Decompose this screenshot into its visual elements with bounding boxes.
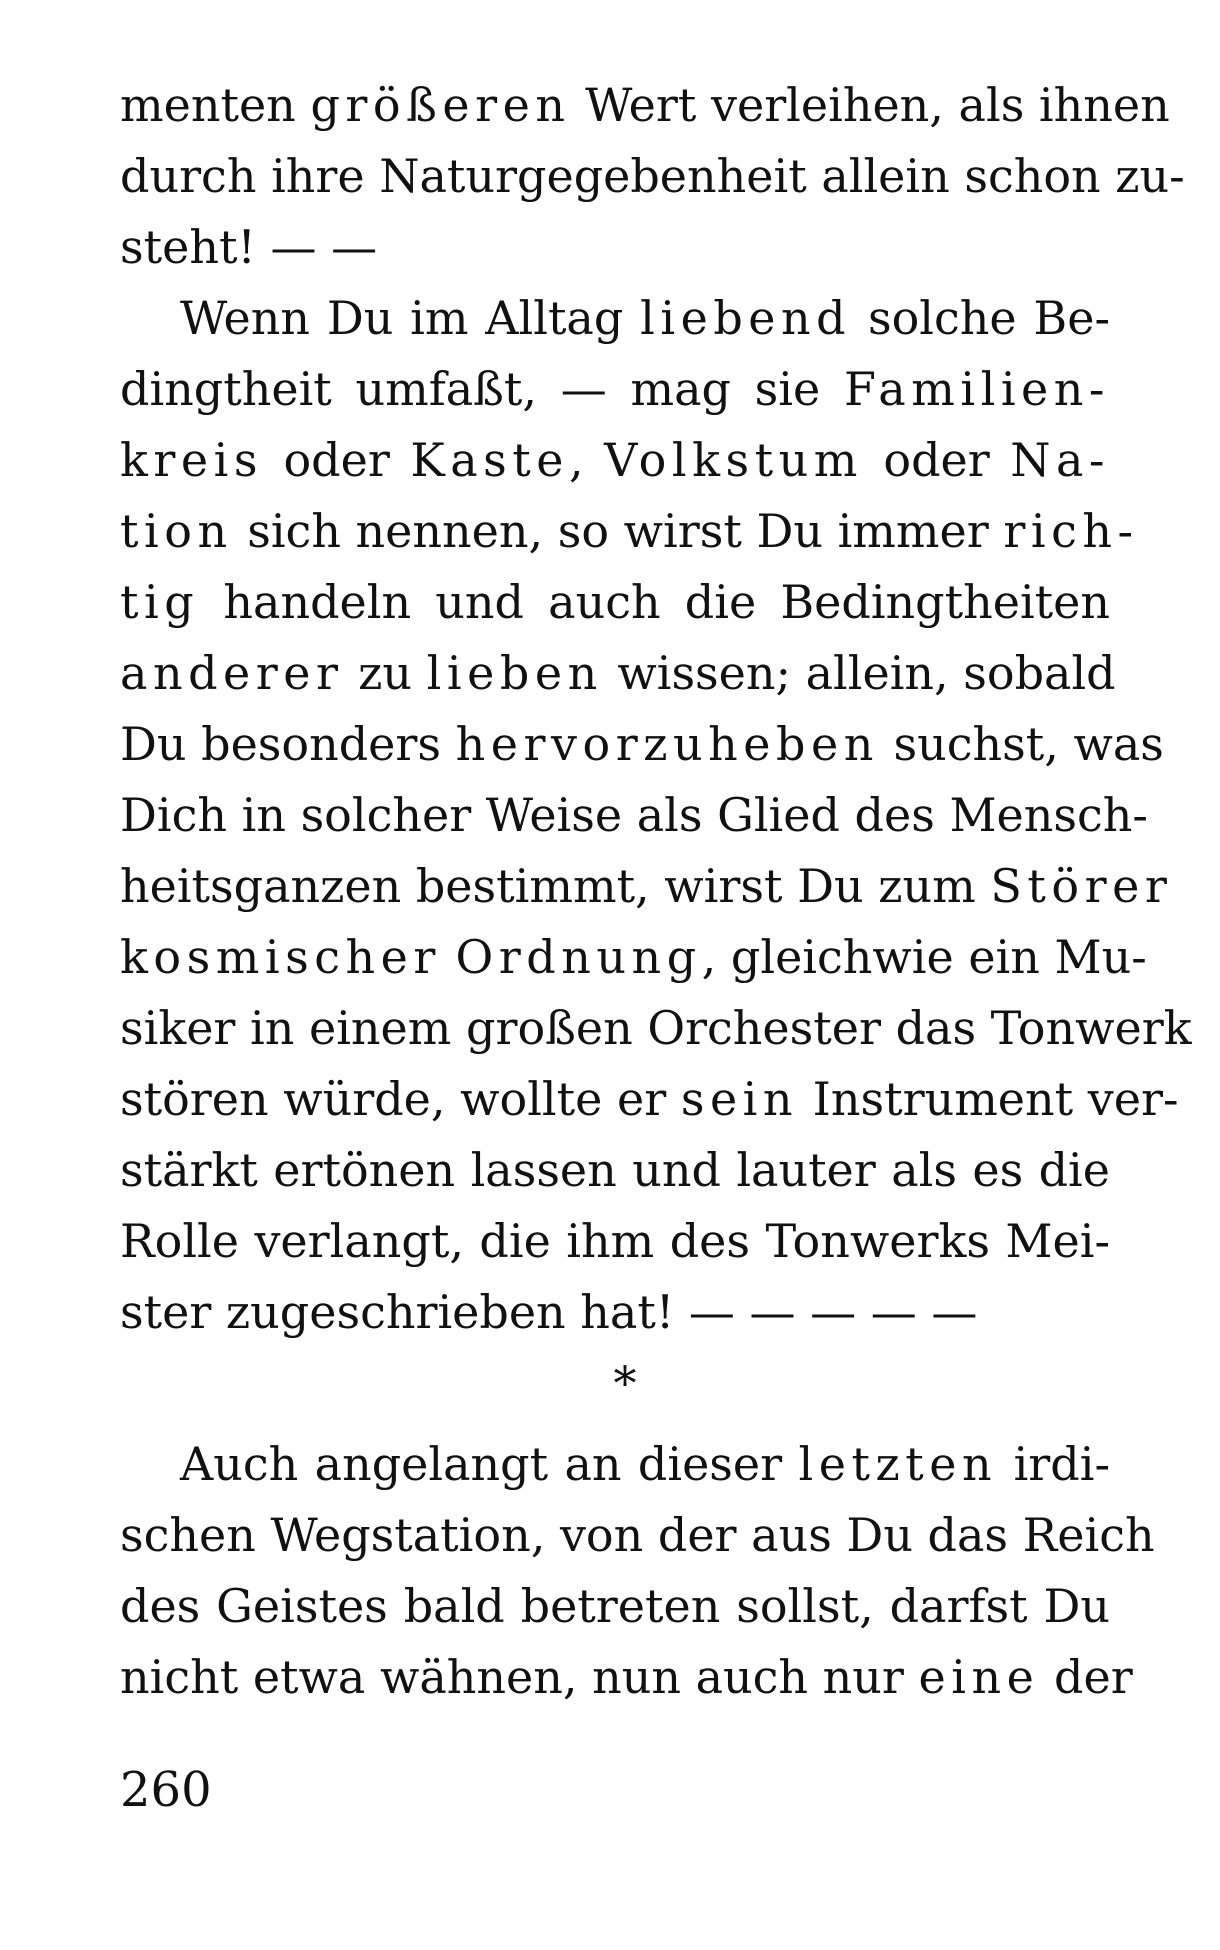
spaced-emphasis: kosmischer	[120, 930, 441, 984]
text-line: Rolle verlangt, die ihm des Tonwerks Mei-	[120, 1214, 1110, 1268]
spaced-emphasis: tion	[120, 504, 233, 558]
spaced-emphasis: letzten	[798, 1437, 998, 1491]
paragraph-3	[120, 1429, 1155, 1713]
text-line: stärkt ertönen lassen und lauter als es die	[120, 1143, 1110, 1197]
text-line: anderer zu lieben wissen; allein, sobald	[120, 646, 1116, 700]
spaced-emphasis: Ordnung	[455, 930, 702, 984]
spaced-emphasis: sein	[680, 1072, 799, 1126]
text-line: Auch angelangt an dieser letzten irdi-	[180, 1437, 1110, 1491]
text-line: Wenn Du im Alltag liebend solche Be-	[180, 291, 1110, 345]
text-line: stören würde, wollte er sein Instrument ver-	[120, 1072, 1179, 1126]
paragraph-1	[120, 70, 1185, 283]
text-line: ster zugeschrieben hat! — — — — —	[120, 1285, 978, 1339]
spaced-emphasis: anderer	[120, 646, 344, 700]
text-line: Dich in solcher Weise als Glied des Mensch-	[120, 788, 1148, 842]
spaced-emphasis: Störer	[990, 859, 1173, 913]
spaced-emphasis: rich-	[1003, 504, 1139, 558]
spaced-emphasis: Kaste	[410, 433, 570, 487]
spaced-emphasis: eine	[918, 1650, 1040, 1704]
spaced-emphasis: liebend	[640, 291, 852, 345]
text-line: tion sich nennen, so wirst Du immer rich-	[120, 504, 1139, 558]
spaced-emphasis: Familien-	[843, 362, 1110, 416]
text-line: durch ihre Naturgegebenheit allein schon zu-	[120, 149, 1185, 203]
paragraph-2	[120, 283, 1192, 1348]
text-line: des Geistes bald betreten sollst, darfst Du	[120, 1579, 1110, 1633]
spaced-emphasis: lieben	[426, 646, 603, 700]
spaced-emphasis: größeren	[310, 78, 571, 132]
spacer	[120, 1419, 1110, 1429]
spaced-emphasis: Volkstum	[604, 433, 863, 487]
text-line: nicht etwa wähnen, nun auch nur eine der	[120, 1650, 1133, 1704]
spaced-emphasis: Na-	[1010, 433, 1110, 487]
text-line: heitsganzen bestimmt, wirst Du zum Störer	[120, 859, 1173, 913]
text-line: menten größeren Wert verleihen, als ihnen	[120, 78, 1170, 132]
page-body	[120, 70, 1192, 1713]
spaced-emphasis: tig	[120, 575, 200, 629]
text-line: kreis oder Kaste, Volkstum oder Na-	[120, 433, 1110, 487]
text-line: kosmischer Ordnung, gleichwie ein Mu-	[120, 930, 1147, 984]
text-line: Du besonders hervorzuheben suchst, was	[120, 717, 1164, 771]
section-separator: *	[613, 1356, 637, 1410]
page-number: 260	[120, 1762, 212, 1818]
text-line: tig handeln und auch die Bedingtheiten	[120, 575, 1110, 629]
text-line: schen Wegstation, von der aus Du das Reich	[120, 1508, 1155, 1562]
text-line: steht! — —	[120, 220, 378, 274]
text-line: siker in einem großen Orchester das Tonwerk	[120, 1001, 1192, 1055]
spaced-emphasis: hervorzuheben	[455, 717, 879, 771]
text-line: dingtheit umfaßt, — mag sie Familien-	[120, 362, 1110, 416]
spaced-emphasis: kreis	[120, 433, 264, 487]
